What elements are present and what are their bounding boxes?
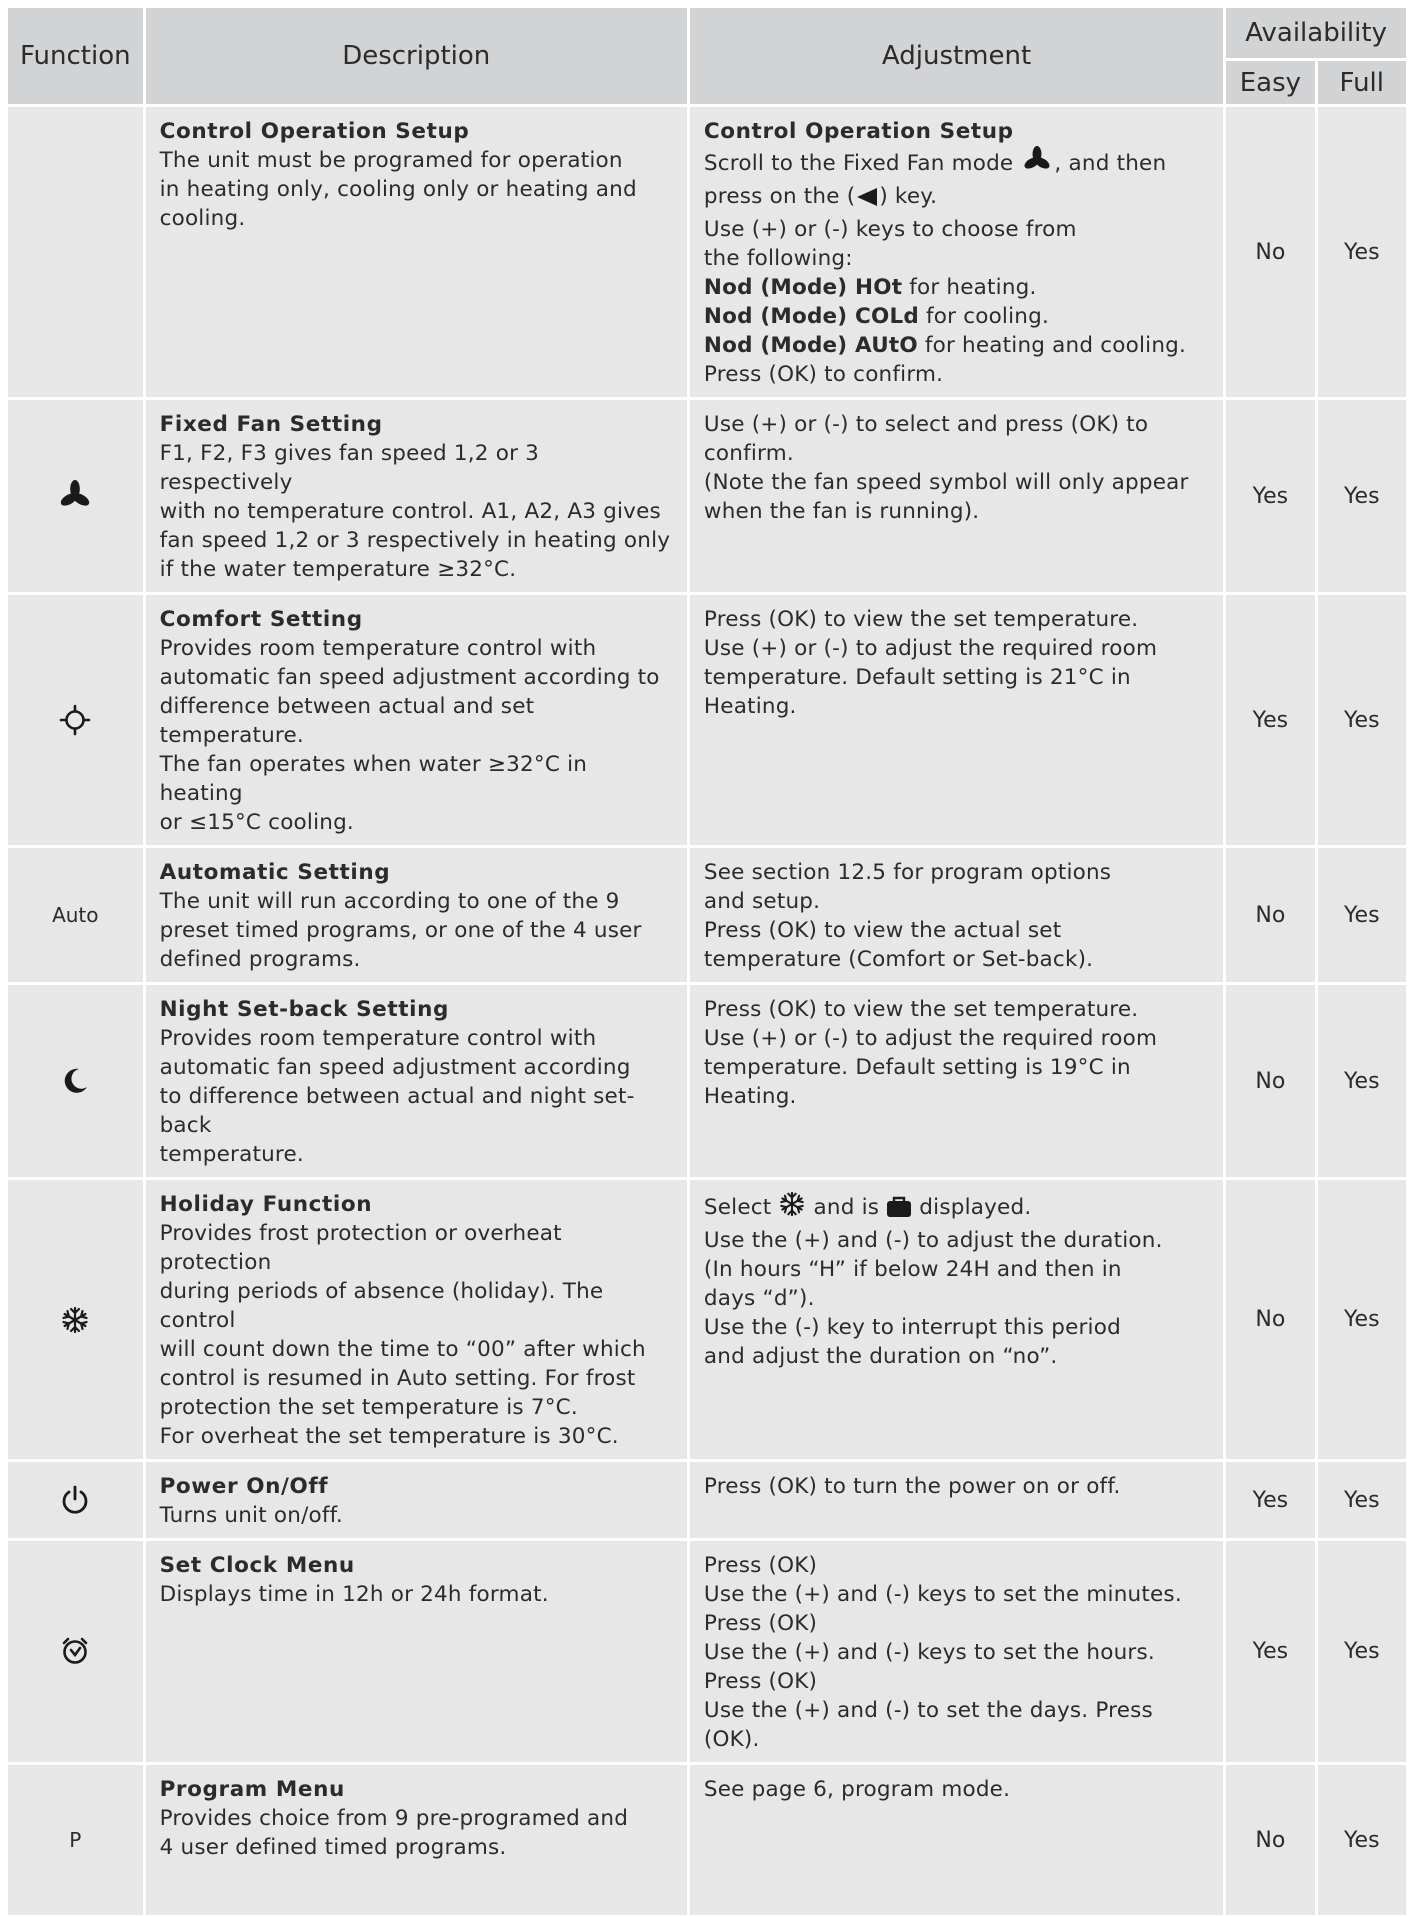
easy-value: No [1226,1180,1314,1459]
adjustment-line: and setup. [703,889,821,914]
description-cell [146,595,687,845]
adjustment-line: when the fan is running). [703,499,980,524]
auto-label: Auto [52,903,99,927]
adjustment-line: Use the (-) key to interrupt this period [703,1315,1121,1340]
adjustment-line [704,273,1211,302]
adjustment-text: and is [813,1195,880,1220]
row-title: Automatic Setting [159,860,391,885]
adjustment-text: Select [703,1195,772,1220]
function-cell [8,1462,143,1538]
easy-value: Yes [1226,595,1314,845]
description-cell [146,1765,687,1915]
row-title: Comfort Setting [159,607,363,632]
description-line: The fan operates when water ≥32°C in heating [159,752,588,806]
description-line: The unit must be programed for operation [159,148,623,173]
table-row [8,1462,1406,1538]
adjustment-cell [690,1541,1223,1762]
adjustment-text: for heating. [902,275,1037,300]
header-full: Full [1318,61,1406,104]
full-value: Yes [1318,400,1406,592]
adjustment-cell [690,1462,1223,1538]
adjustment-cell [690,848,1223,982]
description-line: 4 user defined timed programs. [159,1835,507,1860]
power-icon [60,1490,90,1509]
snowflake-icon [60,1309,90,1328]
suitcase-icon [886,1196,912,1226]
adjustment-line: Press (OK) to view the set temperature. [703,997,1139,1022]
adjustment-line: Press (OK) to view the set temperature. [703,607,1139,632]
adjustment-line: Press (OK) to view the actual set [703,918,1062,943]
full-value: Yes [1318,1541,1406,1762]
description-cell [146,400,687,592]
function-cell [8,400,143,592]
adjustment-line [704,331,1211,360]
description-line: Provides room temperature control with [159,636,597,661]
table-row [8,400,1406,592]
description-line: to difference between actual and night set-back [159,1084,635,1138]
description-line: The unit will run according to one of the 9 [159,889,620,914]
description-line: temperature. [159,1142,304,1167]
description-line: Provides choice from 9 pre-programed and [159,1806,629,1831]
row-title: Power On/Off [159,1474,329,1499]
adjustment-line: Use the (+) and (-) keys to set the hours. [703,1640,1155,1665]
left-arrow-icon [855,186,879,215]
function-table [5,5,1409,1918]
snowflake-icon [778,1190,806,1226]
table-row [8,848,1406,982]
header-description: Description [146,8,687,104]
adjustment-line [704,146,1211,182]
description-cell [146,1541,687,1762]
description-line: cooling. [159,206,246,231]
adjustment-line: days “d”). [703,1286,815,1311]
row-title: Night Set-back Setting [159,997,449,1022]
full-value: Yes [1318,595,1406,845]
description-line: will count down the time to “00” after which [159,1337,646,1362]
function-cell [8,1180,143,1459]
header-availability: Availability [1226,8,1406,58]
adjustment-line [704,302,1211,331]
adjustment-line: Use the (+) and (-) to set the days. Press (OK). [703,1698,1153,1752]
description-line: For overheat the set temperature is 30°C. [159,1424,619,1449]
description-cell [146,1462,687,1538]
adjustment-line: Press (OK) [703,1669,818,1694]
adjustment-cell [690,1180,1223,1459]
full-value: Yes [1318,985,1406,1177]
header-easy: Easy [1226,61,1314,104]
description-line: defined programs. [159,947,361,972]
adjustment-line: See page 6, program mode. [703,1777,1011,1802]
easy-value: No [1226,848,1314,982]
adjustment-line: Press (OK) to turn the power on or off. [703,1474,1121,1499]
description-line: protection the set temperature is 7°C. [159,1395,578,1420]
description-line: F1, F2, F3 gives fan speed 1,2 or 3 respectively [159,441,540,495]
adjustment-line: Press (OK) to confirm. [703,362,944,387]
description-cell [146,985,687,1177]
function-cell [8,595,143,845]
adjustment-line: temperature. Default setting is 19°C in [703,1055,1131,1080]
function-cell [8,1765,143,1915]
adjustment-text: Scroll to the Fixed Fan mode [703,151,1014,176]
description-line: automatic fan speed adjustment according [159,1055,631,1080]
adjustment-text: for cooling. [918,304,1049,329]
description-cell [146,848,687,982]
description-line: during periods of absence (holiday). The control [159,1279,604,1333]
easy-value: Yes [1226,1462,1314,1538]
description-line: Displays time in 12h or 24h format. [159,1582,549,1607]
adjustment-line: Heating. [703,1084,797,1109]
description-line: in heating only, cooling only or heating and [159,177,637,202]
adjustment-line: Use (+) or (-) to adjust the required room [703,1026,1158,1051]
adjustment-line: Press (OK) [703,1611,818,1636]
adjustment-line: Use the (+) and (-) to adjust the duration. [703,1228,1163,1253]
description-line: automatic fan speed adjustment according to [159,665,660,690]
description-line: with no temperature control. A1, A2, A3 gives [159,499,661,524]
mode-label: Nod (Mode) HOt [703,275,903,300]
fan-icon [57,486,93,505]
adjustment-cell [690,1765,1223,1915]
adjustment-line: Use (+) or (-) to adjust the required room [703,636,1158,661]
description-line: fan speed 1,2 or 3 respectively in heating only [159,528,671,553]
adjustment-text: ) key. [879,184,938,209]
adjustment-cell [690,107,1223,397]
row-title: Fixed Fan Setting [159,412,383,437]
adjustment-line: and adjust the duration on “no”. [703,1344,1058,1369]
full-value: Yes [1318,1462,1406,1538]
easy-value: No [1226,1765,1314,1915]
function-cell [8,848,143,982]
moon-icon [60,1071,90,1090]
adjustment-line: (Note the fan speed symbol will only appear [703,470,1189,495]
table-row [8,1541,1406,1762]
easy-value: Yes [1226,1541,1314,1762]
row-title: Control Operation Setup [159,119,470,144]
adjustment-text: , and then [1054,151,1167,176]
row-title: Holiday Function [159,1192,373,1217]
description-cell [146,107,687,397]
description-line: Provides room temperature control with [159,1026,597,1051]
description-cell [146,1180,687,1459]
description-line: if the water temperature ≥32°C. [159,557,517,582]
row-title: Program Menu [159,1777,345,1802]
adjustment-title: Control Operation Setup [703,119,1014,144]
mode-label: Nod (Mode) AUtO [703,333,918,358]
full-value: Yes [1318,848,1406,982]
header-adjustment: Adjustment [690,8,1223,104]
adjustment-line [704,182,1211,215]
easy-value: No [1226,985,1314,1177]
adjustment-line: temperature. Default setting is 21°C in Heating. [703,665,1131,719]
program-label: P [69,1828,82,1852]
mode-label: Nod (Mode) COLd [703,304,919,329]
table-row [8,595,1406,845]
full-value: Yes [1318,107,1406,397]
table-row [8,1180,1406,1459]
header-function: Function [8,8,143,104]
full-value: Yes [1318,1765,1406,1915]
description-line: difference between actual and set temperature. [159,694,535,748]
description-line: preset timed programs, or one of the 4 user [159,918,642,943]
table-row [8,107,1406,397]
row-title: Set Clock Menu [159,1553,355,1578]
function-cell [8,107,143,397]
adjustment-line: Use (+) or (-) to select and press (OK) to confirm. [703,412,1149,466]
easy-value: Yes [1226,400,1314,592]
table-row [8,985,1406,1177]
adjustment-cell [690,400,1223,592]
adjustment-line: Use (+) or (-) keys to choose from [703,217,1077,242]
adjustment-line: temperature (Comfort or Set-back). [703,947,1094,972]
adjustment-cell [690,985,1223,1177]
function-cell [8,985,143,1177]
adjustment-line: Press (OK) [703,1553,818,1578]
full-value: Yes [1318,1180,1406,1459]
adjustment-line: See section 12.5 for program options [703,860,1112,885]
adjustment-line: Use the (+) and (-) keys to set the minutes. [703,1582,1182,1607]
adjustment-line [704,1190,1211,1226]
easy-value: No [1226,107,1314,397]
description-line: Provides frost protection or overheat protection [159,1221,562,1275]
adjustment-text: displayed. [919,1195,1032,1220]
function-cell [8,1541,143,1762]
clock-icon [60,1641,90,1660]
fan-icon [1020,146,1054,182]
adjustment-cell [690,595,1223,845]
adjustment-text: press on the ( [703,184,856,209]
adjustment-text: for heating and cooling. [917,333,1187,358]
adjustment-line: the following: [703,246,853,271]
adjustment-line: (In hours “H” if below 24H and then in [703,1257,1122,1282]
sun-icon [59,710,91,729]
description-line: or ≤15°C cooling. [159,810,354,835]
description-line: Turns unit on/off. [159,1503,343,1528]
description-line: control is resumed in Auto setting. For frost [159,1366,636,1391]
table-row [8,1765,1406,1915]
